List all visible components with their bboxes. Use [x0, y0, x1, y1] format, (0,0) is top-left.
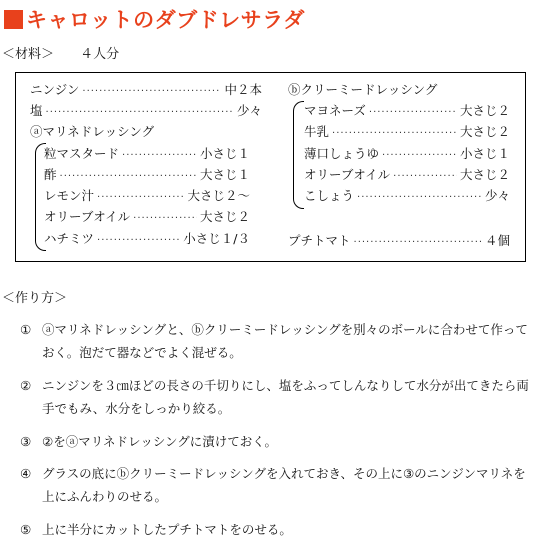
ingredient-amount: 小さじ１/３	[183, 231, 250, 246]
ingredient-amount: 少々	[484, 188, 510, 203]
marinade-item	[44, 186, 250, 204]
creamy-item	[304, 144, 510, 162]
leader-dots	[332, 128, 457, 139]
ingredient-salt	[30, 101, 262, 119]
marinade-item	[44, 207, 250, 225]
leader-dots	[46, 107, 234, 118]
leader-dots	[122, 150, 197, 161]
ingredient-name: ニンジン	[30, 82, 80, 97]
creamy-bracket	[293, 101, 304, 209]
materials-heading	[2, 43, 119, 62]
step-number: ①	[20, 322, 32, 337]
creamy-item	[304, 122, 510, 140]
ingredient-amount: 少々	[236, 103, 262, 118]
leader-dots	[369, 107, 457, 118]
step-number: ⑤	[20, 522, 32, 537]
ingredient-name: 粒マスタード	[44, 146, 120, 161]
ingredient-amount: 大さじ２～	[187, 188, 250, 203]
step-text: ニンジンを３㎝ほどの長さの千切りにし、塩をふってしんなりして水分が出てきたら両手でもみ、水分をしっかり絞る。	[42, 378, 529, 416]
leader-dots	[354, 237, 482, 248]
ingredient-name: 牛乳	[304, 124, 330, 139]
step-number: ②	[20, 378, 32, 393]
ingredient-name: オリーブオイル	[44, 209, 131, 224]
creamy-item	[304, 101, 510, 119]
recipe-title	[4, 4, 305, 34]
ingredient-carrot	[30, 80, 262, 98]
ingredient-amount: 小さじ１	[459, 146, 510, 161]
ingredient-amount: 小さじ１	[199, 146, 250, 161]
leader-dots	[97, 235, 180, 246]
ingredient-amount: 大さじ２	[459, 103, 510, 118]
creamy-item	[304, 165, 510, 183]
creamy-label: ⓑクリーミードレッシング	[288, 82, 438, 97]
ingredient-tomato	[288, 231, 510, 249]
step-number: ③	[20, 434, 32, 449]
step-1	[20, 318, 530, 364]
marinade-item	[44, 165, 250, 183]
ingredient-amount: 大さじ２	[459, 124, 510, 139]
step-5	[20, 518, 530, 541]
marinade-item	[44, 229, 250, 247]
ingredient-name: こしょう	[304, 188, 355, 203]
ingredient-name: プチトマト	[288, 233, 351, 248]
leader-dots	[60, 171, 197, 182]
step-text: グラスの底にⓑクリーミードレッシングを入れておき、その上に③のニンジンマリネを上にふんわりのせる。	[42, 466, 526, 504]
leader-dots	[357, 192, 482, 203]
marinade-item	[44, 144, 250, 162]
ingredient-amount: 大さじ１	[199, 167, 250, 182]
ingredient-name: レモン汁	[44, 188, 95, 203]
leader-dots	[82, 86, 221, 97]
creamy-item	[304, 186, 510, 204]
step-3	[20, 430, 530, 453]
step-text: ⓐマリネドレッシングと、ⓑクリーミードレッシングを別々のボールに合わせて作っておく。泡だて器などでよく混ぜる。	[42, 322, 528, 360]
method-heading: ＜作り方＞	[2, 291, 68, 306]
servings: ４人分	[80, 47, 120, 62]
leader-dots	[393, 171, 457, 182]
ingredient-name: 酢	[44, 167, 57, 182]
ingredient-name: 塩	[30, 103, 43, 118]
ingredient-name: オリーブオイル	[304, 167, 391, 182]
ingredient-amount: ４個	[484, 233, 510, 248]
ingredient-amount: 大さじ２	[459, 167, 510, 182]
ingredient-name: 薄口しょうゆ	[304, 146, 380, 161]
title-text: キャロットのダブドレサラダ	[26, 8, 305, 32]
leader-dots	[97, 192, 184, 203]
step-2	[20, 374, 530, 420]
title-square-icon	[4, 10, 23, 29]
ingredient-amount: 中２本	[224, 82, 262, 97]
ingredients-box	[15, 72, 526, 262]
step-number: ④	[20, 466, 32, 481]
leader-dots	[133, 213, 197, 224]
step-text: 上に半分にカットしたプチトマトをのせる。	[42, 522, 292, 537]
marinade-label: ⓐマリネドレッシング	[30, 124, 155, 139]
ingredient-amount: 大さじ２	[199, 209, 250, 224]
materials-label: ＜材料＞	[2, 47, 55, 62]
ingredient-name: ハチミツ	[44, 231, 95, 246]
ingredient-name: マヨネーズ	[304, 103, 366, 118]
step-4	[20, 462, 530, 508]
leader-dots	[382, 150, 457, 161]
step-text: ②をⓐマリネドレッシングに漬けておく。	[42, 434, 278, 449]
